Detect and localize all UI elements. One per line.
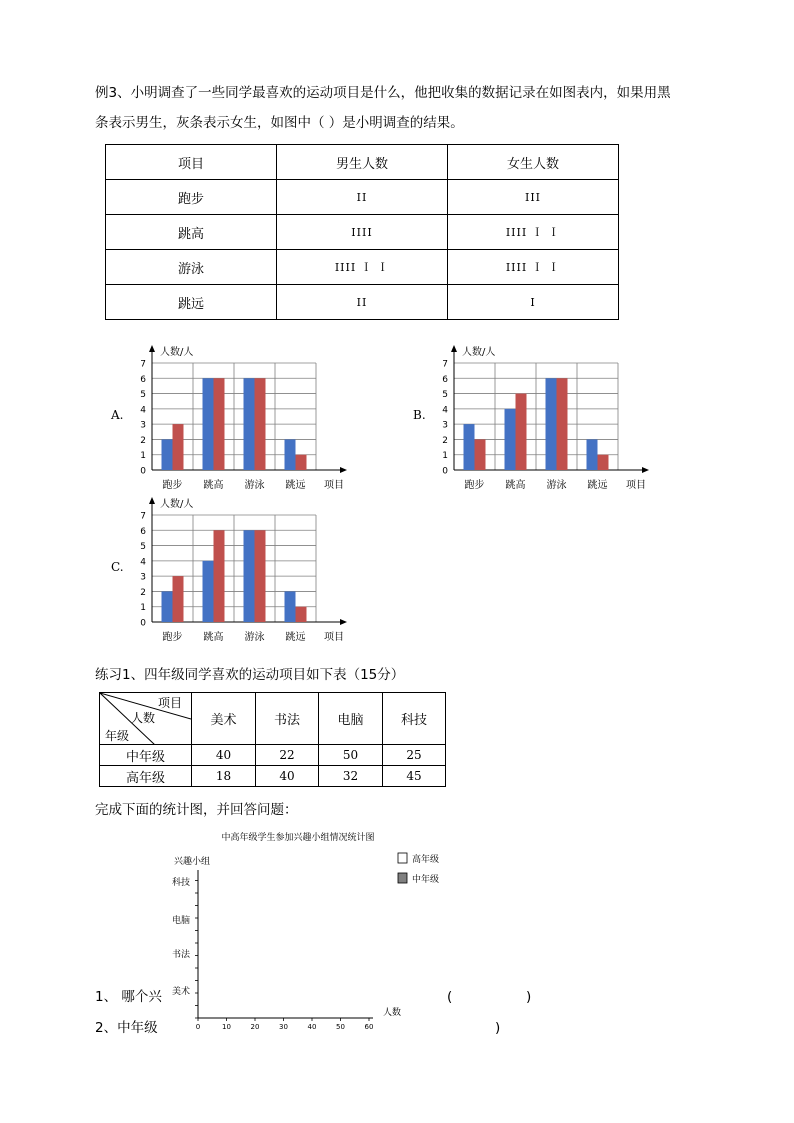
y-tick-label: 6 — [140, 526, 146, 537]
legend-label-mid: 中年级 — [412, 875, 440, 885]
x-axis-arrow — [340, 619, 347, 625]
girls-bar — [296, 455, 307, 470]
bar-chart-a — [130, 343, 360, 493]
x-axis-label: 项目 — [626, 480, 646, 491]
y-axis-label: 人数/人 — [160, 347, 194, 358]
boys-bar — [203, 561, 214, 622]
y-category-label: 电脑 — [171, 916, 190, 926]
table-cell: 25 — [383, 745, 446, 766]
boys-bar — [505, 409, 516, 470]
girls-bar — [557, 378, 568, 470]
x-tick-label: 跑步 — [464, 480, 485, 491]
y-tick-label: 2 — [442, 435, 448, 446]
x-tick-label: 跳远 — [587, 480, 608, 491]
girls-bar — [598, 455, 609, 470]
corner-label-bottom: 年级 — [105, 729, 130, 743]
table-cell: 18 — [192, 766, 256, 787]
boys-bar — [203, 378, 214, 470]
x-tick-label: 游泳 — [546, 480, 567, 491]
y-axis-label: 人数/人 — [462, 347, 496, 358]
x-tick-label: 20 — [250, 1023, 260, 1031]
boys-bar — [587, 439, 598, 470]
table-header-cell: 电脑 — [319, 693, 383, 745]
table-cell: 45 — [383, 766, 446, 787]
table-cell: 22 — [256, 745, 319, 766]
y-tick-label: 1 — [140, 451, 146, 462]
question-1: 1、 哪个兴 — [95, 989, 162, 1005]
y-tick-label: 4 — [140, 405, 146, 416]
x-axis-arrow — [642, 467, 649, 473]
instruction-text: 完成下面的统计图，并回答问题： — [95, 802, 298, 818]
x-tick-label: 跳高 — [505, 480, 526, 491]
example-line-2: 条表示男生，灰条表示女生，如图中（ ）是小明调查的结果。 — [95, 115, 464, 131]
table-cell: I — [448, 285, 619, 320]
table-cell: 跳远 — [106, 285, 277, 320]
y-axis-label: 兴趣小组 — [174, 857, 211, 867]
x-tick-label: 跳远 — [285, 480, 306, 491]
y-tick-label: 4 — [140, 557, 146, 568]
x-tick-label: 60 — [364, 1023, 374, 1031]
x-tick-label: 跑步 — [162, 632, 183, 643]
boys-bar — [244, 530, 255, 622]
table-row — [106, 285, 619, 320]
x-tick-label: 游泳 — [244, 632, 265, 643]
y-category-label: 书法 — [171, 950, 190, 960]
y-tick-label: 6 — [140, 374, 146, 385]
table-cell: IIII — [277, 215, 448, 250]
boys-bar — [244, 378, 255, 470]
x-tick-label: 10 — [222, 1023, 231, 1031]
x-tick-label: 游泳 — [244, 480, 265, 491]
girls-bar — [296, 607, 307, 622]
question-1-paren-open: ( — [447, 989, 453, 1005]
x-tick-label: 50 — [336, 1023, 345, 1031]
y-axis-label: 人数/人 — [160, 499, 194, 510]
x-axis-label: 项目 — [324, 480, 344, 491]
y-tick-label: 0 — [140, 618, 146, 629]
y-category-label: 美术 — [171, 987, 190, 997]
girls-bar — [516, 394, 527, 470]
option-a-label: A. — [111, 408, 124, 422]
table-row — [100, 745, 446, 766]
x-tick-label: 跳高 — [203, 632, 224, 643]
y-tick-label: 0 — [442, 466, 448, 477]
y-tick-label: 2 — [140, 435, 146, 446]
girls-bar — [173, 576, 184, 622]
example-line-1: 例3、小明调查了一些同学最喜欢的运动项目是什么，他把收集的数据记录在如图表内，如果用黑 — [95, 85, 671, 101]
option-b-label: B. — [413, 408, 426, 422]
tally-table — [105, 144, 619, 320]
table-cell: 高年级 — [100, 766, 192, 787]
table-row — [106, 250, 619, 285]
question-1-paren-close: ) — [526, 989, 532, 1005]
option-c-label: C. — [111, 560, 124, 574]
y-tick-label: 1 — [442, 451, 448, 462]
corner-label-mid: 人数 — [131, 711, 156, 725]
table-cell: II — [277, 285, 448, 320]
y-axis-arrow — [149, 345, 155, 352]
chart-title: 中高年级学生参加兴趣小组情况统计图 — [221, 833, 375, 843]
table-cell: IIII Ｉ Ｉ — [448, 215, 619, 250]
table-cell: 50 — [319, 745, 383, 766]
y-category-label: 科技 — [171, 878, 190, 888]
y-axis-arrow — [451, 345, 457, 352]
table-cell: 跳高 — [106, 215, 277, 250]
y-tick-label: 5 — [442, 390, 448, 401]
y-tick-label: 4 — [442, 405, 448, 416]
y-tick-label: 7 — [140, 511, 146, 522]
table-cell: 游泳 — [106, 250, 277, 285]
table-header-cell: 美术 — [192, 693, 256, 745]
girls-bar — [214, 530, 225, 622]
table-cell: 跑步 — [106, 180, 277, 215]
table-header-cell: 书法 — [256, 693, 319, 745]
table-cell: II — [277, 180, 448, 215]
x-tick-label: 跑步 — [162, 480, 183, 491]
exercise-title: 练习1、四年级同学喜欢的运动项目如下表（15分） — [95, 667, 405, 683]
legend-swatch-mid — [398, 873, 407, 883]
x-tick-label: 30 — [279, 1023, 288, 1031]
y-tick-label: 5 — [140, 542, 146, 553]
girls-bar — [255, 378, 266, 470]
girls-bar — [173, 424, 184, 470]
table-header-row — [106, 145, 619, 180]
y-tick-label: 2 — [140, 587, 146, 598]
table-header-cell: 男生人数 — [277, 145, 448, 180]
table-row — [106, 180, 619, 215]
bar-chart-b — [432, 343, 662, 493]
girls-bar — [255, 530, 266, 622]
x-axis-arrow — [340, 467, 347, 473]
boys-bar — [162, 439, 173, 470]
y-axis-arrow — [149, 497, 155, 504]
x-axis-label: 人数 — [383, 1008, 402, 1018]
table-cell: III — [448, 180, 619, 215]
y-tick-label: 1 — [140, 603, 146, 614]
boys-bar — [285, 439, 296, 470]
table-cell: 40 — [256, 766, 319, 787]
y-tick-label: 3 — [442, 420, 448, 431]
table-cell: 中年级 — [100, 745, 192, 766]
bar-chart-c — [130, 495, 360, 645]
legend-swatch-high — [398, 853, 407, 863]
corner-label-top: 项目 — [158, 696, 183, 710]
table-cell: IIII Ｉ Ｉ — [277, 250, 448, 285]
x-tick-label: 40 — [307, 1023, 317, 1031]
x-axis-label: 项目 — [324, 632, 344, 643]
x-tick-label: 跳远 — [285, 632, 306, 643]
y-tick-label: 3 — [140, 572, 146, 583]
x-tick-label: 0 — [195, 1023, 201, 1031]
exercise-table — [99, 692, 446, 787]
y-tick-label: 7 — [140, 359, 146, 370]
y-tick-label: 6 — [442, 374, 448, 385]
question-2-paren-close: ) — [495, 1020, 501, 1036]
table-row — [100, 766, 446, 787]
boys-bar — [162, 591, 173, 622]
table-cell: IIII Ｉ Ｉ — [448, 250, 619, 285]
y-tick-label: 5 — [140, 390, 146, 401]
table-header-cell: 科技 — [383, 693, 446, 745]
boys-bar — [546, 378, 557, 470]
y-tick-label: 7 — [442, 359, 448, 370]
diagonal-header-cell — [100, 693, 192, 745]
table-header-cell: 女生人数 — [448, 145, 619, 180]
table-header-cell: 项目 — [106, 145, 277, 180]
boys-bar — [464, 424, 475, 470]
table-cell: 40 — [192, 745, 256, 766]
table-row — [106, 215, 619, 250]
girls-bar — [214, 378, 225, 470]
y-tick-label: 0 — [140, 466, 146, 477]
boys-bar — [285, 591, 296, 622]
table-cell: 32 — [319, 766, 383, 787]
y-tick-label: 3 — [140, 420, 146, 431]
girls-bar — [475, 439, 486, 470]
x-tick-label: 跳高 — [203, 480, 224, 491]
legend-label-high: 高年级 — [412, 855, 440, 865]
interest-group-chart — [160, 826, 460, 1032]
question-2: 2、中年级 — [95, 1020, 158, 1036]
